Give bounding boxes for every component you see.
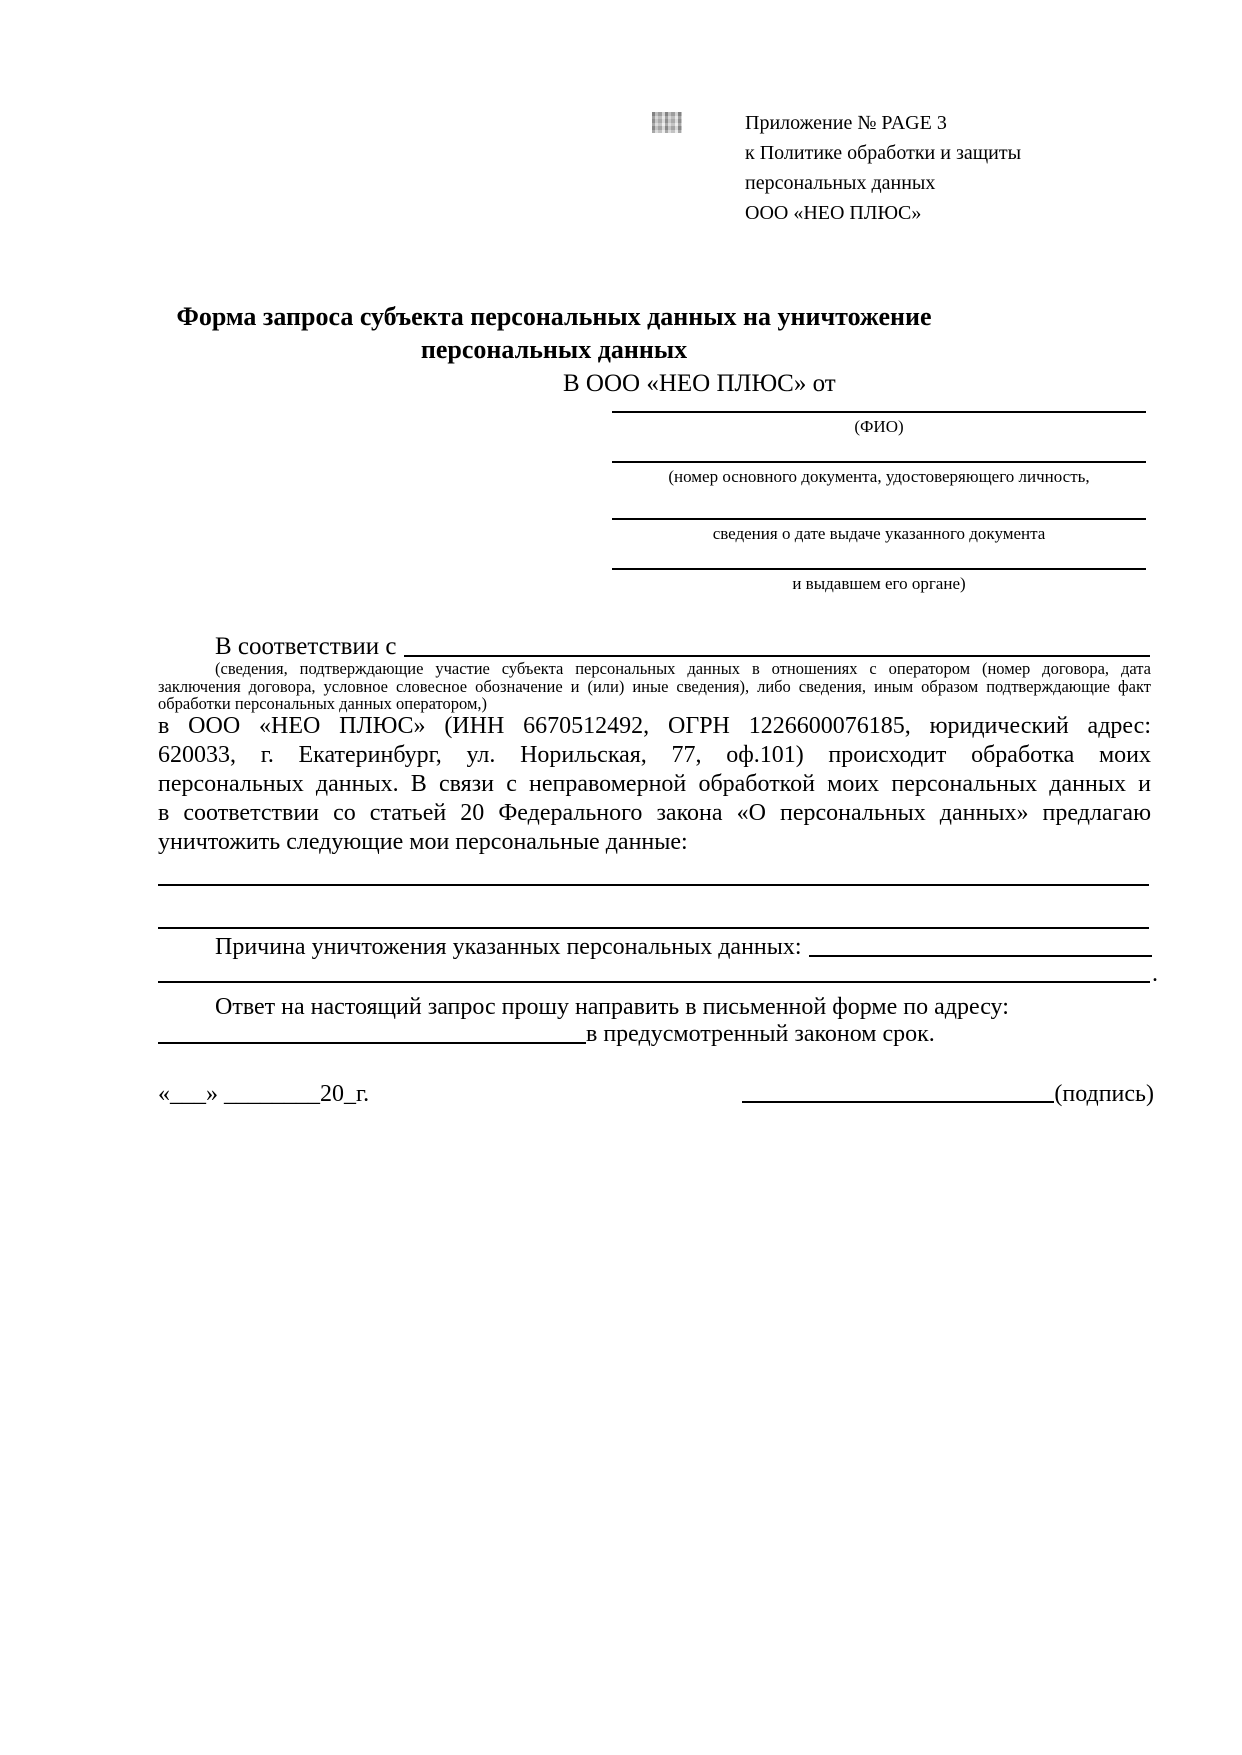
form-title-line-1: Форма запроса субъекта персональных данных на уничтожение [176, 302, 932, 331]
accordance-line [158, 632, 1150, 661]
reason-continuation-blank [158, 961, 1150, 983]
body-line-4: в соответствии со статьей 20 Федерального закона «О персональных данных» предлагаю [158, 800, 1151, 826]
issue-date-caption: сведения о дате выдаче указанного документа [712, 524, 1046, 543]
policy-line-2: персональных данных [745, 172, 936, 194]
address-blank-line [158, 1021, 586, 1044]
date-blank: «___» ________20_г. [158, 1081, 370, 1107]
body-line-5: уничтожить следующие мои персональные данные: [158, 829, 688, 855]
body-line-2: 620033, г. Екатеринбург, ул. Норильская, 77, оф.101) происходит обработка моих [158, 742, 1151, 768]
fine-print-line-3: обработки персональных данных оператором,) [158, 694, 488, 713]
reason-blank-line [809, 933, 1152, 957]
appendix-number-line: Приложение № PAGE 3 [745, 112, 947, 134]
appendix-header [745, 108, 1021, 228]
fine-print-line-2: заключения договора, условное словесное обозначение и (или) иные сведения), либо сведения, иным образом подтверждающие факт [158, 676, 1151, 696]
signature-group [742, 1080, 1154, 1108]
signature-caption: (подпись) [1054, 1081, 1154, 1107]
addressee-line: В ООО «НЕО ПЛЮС» от [563, 370, 836, 397]
body-line-1: в ООО «НЕО ПЛЮС» (ИНН 6670512492, ОГРН 1226600076185, юридический адрес: [158, 713, 1151, 739]
fine-print-note [158, 660, 1151, 713]
data-blank-line-1 [158, 884, 1149, 886]
header-company-name: ООО «НЕО ПЛЮС» [745, 202, 922, 224]
fine-print-line-1: (сведения, подтверждающие участие субъекта персональных данных в отношениях с оператором (номер договора, дата [215, 659, 1151, 678]
trailing-period: . [1152, 961, 1158, 987]
form-title-line-2: персональных данных [420, 335, 688, 364]
reason-continuation-line [158, 961, 1158, 987]
body-line-3: персональных данных. В связи с неправомерной обработкой моих персональных данных и [158, 771, 1151, 797]
signature-blank-line [742, 1080, 1054, 1103]
paragraph-indent [158, 933, 215, 961]
paragraph-indent [158, 632, 215, 661]
accordance-blank-line [404, 632, 1150, 657]
signature-row [158, 1080, 1154, 1108]
form-title [160, 300, 948, 366]
issue-date-blank-field [612, 518, 1146, 543]
document-number-blank-field [612, 461, 1146, 486]
reply-address-line [158, 1021, 935, 1048]
reply-tail-text: в предусмотренный законом срок. [586, 1021, 935, 1047]
request-body-paragraph [158, 712, 1151, 857]
fio-caption: (ФИО) [854, 417, 904, 436]
reason-line [158, 933, 1152, 961]
issuer-caption: и выдавшем его органе) [792, 574, 966, 593]
document-number-caption: (номер основного документа, удостоверяющего личность, [668, 467, 1090, 486]
embedded-object-thumbnail-icon [652, 112, 682, 133]
issuer-blank-field [612, 568, 1146, 593]
policy-line-1: к Политике обработки и защиты [745, 142, 1022, 164]
data-blank-line-2 [158, 927, 1149, 929]
accordance-label: В соответствии с [215, 633, 397, 660]
reply-request-line: Ответ на настоящий запрос прошу направить в письменной форме по адресу: [215, 994, 1009, 1020]
reason-label: Причина уничтожения указанных персональных данных: [215, 934, 802, 960]
fio-blank-field [612, 411, 1146, 436]
